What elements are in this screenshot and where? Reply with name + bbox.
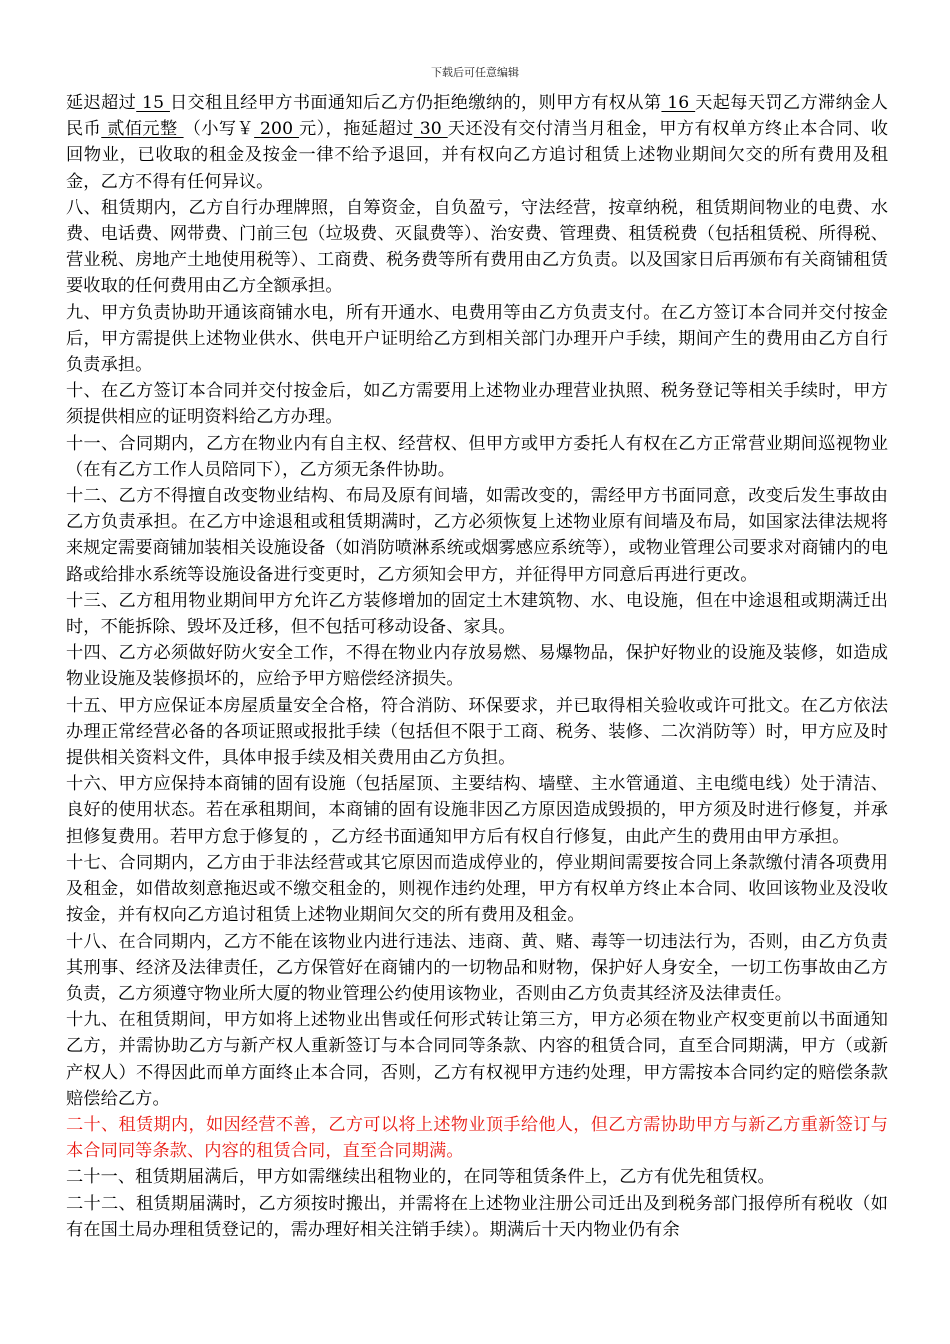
clause-15: 十五、甲方应保证本房屋质量安全合格，符合消防、环保要求，并已取得相关验收或许可批文。在乙方依法办理正常经营必备的各项证照或报批手续（包括但不限于工商、税务、装修、二次消防等）时，甲方应及时提供相关资料文件，具体申报手续及相关费用由乙方负担。 — [66, 695, 888, 769]
clause-17: 十七、合同期内，乙方由于非法经营或其它原因而造成停业的，停业期间需要按合同上条款缴付清各项费用及租金，如借故刻意拖迟或不缴交租金的，则视作违约处理，甲方有权单方终止本合同、收回该物业及没收按金，并有权向乙方追讨租赁上述物业期间欠交的所有费用及租金。 — [66, 852, 888, 926]
fine-number-value: 200 — [254, 119, 300, 140]
clause-9: 九、甲方负责协助开通该商铺水电，所有开通水、电费用等由乙方负责支付。在乙方签订本合同并交付按金后，甲方需提供上述物业供水、供电开户证明给乙方到相关部门办理开户手续，期间产生的费用由乙方自行负责承担。 — [66, 302, 888, 376]
clause-13: 十三、乙方租用物业期间甲方允许乙方装修增加的固定土木建筑物、水、电设施，但在中途退租或期满迁出时，不能拆除、毁坏及迁移，但不包括可移动设备、家具。 — [66, 590, 888, 638]
clause-10: 十、在乙方签订本合同并交付按金后，如乙方需要用上述物业办理营业执照、税务登记等相关手续时，甲方须提供相应的证明资料给乙方办理。 — [66, 381, 888, 428]
clause-21: 二十一、租赁期届满后，甲方如需继续出租物业的，在同等租赁条件上，乙方有优先租赁权。 — [66, 1167, 775, 1188]
text-segment: 天起每天罚乙方滞纳金人民币 — [66, 93, 888, 140]
clause-7-tail — [66, 90, 888, 195]
clause-20-highlighted: 二十、租赁期内，如因经营不善，乙方可以将上述物业顶手给他人，但乙方需协助甲方与新乙方重新签订与本合同同等条款、内容的租赁合同，直至合同期满。 — [66, 1114, 888, 1162]
fine-words-value: 贰佰元整 — [101, 119, 184, 140]
clause-12: 十二、乙方不得擅自改变物业结构、布局及原有间墙，如需改变的，需经甲方书面同意，改变后发生事故由乙方负责承担。在乙方中途退租或租赁期满时，乙方必须恢复上述物业原有间墙及布局，如国家法律法规将来规定需要商铺加装相关设施设备（如消防喷淋系统或烟雾感应系统等），或物业管理公司要求对商铺内的电路或给排水系统等设施设备进行变更时，乙方须知会甲方，并征得甲方同意后再进行更改。 — [66, 486, 888, 585]
clause-11: 十一、合同期内，乙方在物业内有自主权、经营权、但甲方或甲方委托人有权在乙方正常营业期间巡视物业（在有乙方工作人员陪同下），乙方须无条件协助。 — [66, 433, 888, 480]
clause-22: 二十二、租赁期届满时，乙方须按时搬出，并需将在上述物业注册公司迁出及到税务部门报停所有税收（如有在国土局办理租赁登记的，需办理好相关注销手续）。期满后十天内物业仍有余 — [66, 1193, 888, 1240]
clause-8: 八、租赁期内，乙方自行办理牌照，自筹资金，自负盈亏，守法经营，按章纳税，租赁期间物业的电费、水费、电话费、网带费、门前三包（垃圾费、灭鼠费等）、治安费、管理费、租赁税费（包括租赁税、所得税、营业税、房地产土地使用税等）、工商费、税务费等所有费用由乙方负责。以及国家日后再颁布有关商铺租赁要收取的任何费用由乙方全额承担。 — [66, 197, 888, 297]
page-header: 下载后可任意编辑 — [431, 66, 519, 79]
contract-body — [66, 90, 888, 1243]
clause-19: 十九、在租赁期间，甲方如将上述物业出售或任何形式转让第三方，甲方必须在物业产权变更前以书面通知乙方，并需协助乙方与新产权人重新签订与本合同同等条款、内容的租赁合同，直至合同期满，甲方（或新产权人）不得因此而单方面终止本合同，否则，乙方有权视甲方违约处理，甲方需按本合同约定的赔偿条款赔偿给乙方。 — [66, 1010, 888, 1109]
clause-16: 十六、甲方应保持本商铺的固有设施（包括屋顶、主要结构、墙壁、主水管通道、主电缆电线）处于清洁、良好的使用状态。若在承租期间，本商铺的固有设施非因乙方原因造成毁损的，甲方须及时进行修复，并承担修复费用。若甲方怠于修复的 ，乙方经书面通知甲方后有权自行修复，由此产生的费用由甲方承担。 — [66, 774, 888, 847]
days-late-value: 15 — [136, 93, 170, 113]
terminate-days-value: 30 — [413, 119, 448, 140]
text-segment: 日交租且经甲方书面通知后乙方仍拒绝缴纳的，则甲方有权从第 — [169, 93, 662, 113]
clause-14: 十四、乙方必须做好防火安全工作，不得在物业内存放易燃、易爆物品，保护好物业的设施及装修，如造成物业设施及装修损坏的，应给予甲方赔偿经济损失。 — [66, 643, 888, 690]
text-segment: 元），拖延超过 — [299, 119, 414, 140]
text-segment: （小写￥ — [183, 119, 255, 140]
clause-18: 十八、在合同期内，乙方不能在该物业内进行违法、违商、黄、赌、毒等一切违法行为，否则，由乙方负责其刑事、经济及法律责任，乙方保管好在商铺内的一切物品和财物，保护好人身安全，一切工伤事故由乙方负责，乙方须遵守物业所大厦的物业管理公约使用该物业，否则由乙方负责其经济及法律责任。 — [66, 931, 888, 1004]
penalty-start-day-value: 16 — [661, 93, 696, 113]
text-segment: 延迟超过 — [66, 93, 137, 113]
text-segment: 天还没有交付清当月租金，甲方有权单方终止本合同、收回物业，已收取的租金及按金一律不给予退回，并有权向乙方追讨租赁上述物业期间欠交的所有费用及租金，乙方不得有任何异议。 — [66, 119, 889, 192]
